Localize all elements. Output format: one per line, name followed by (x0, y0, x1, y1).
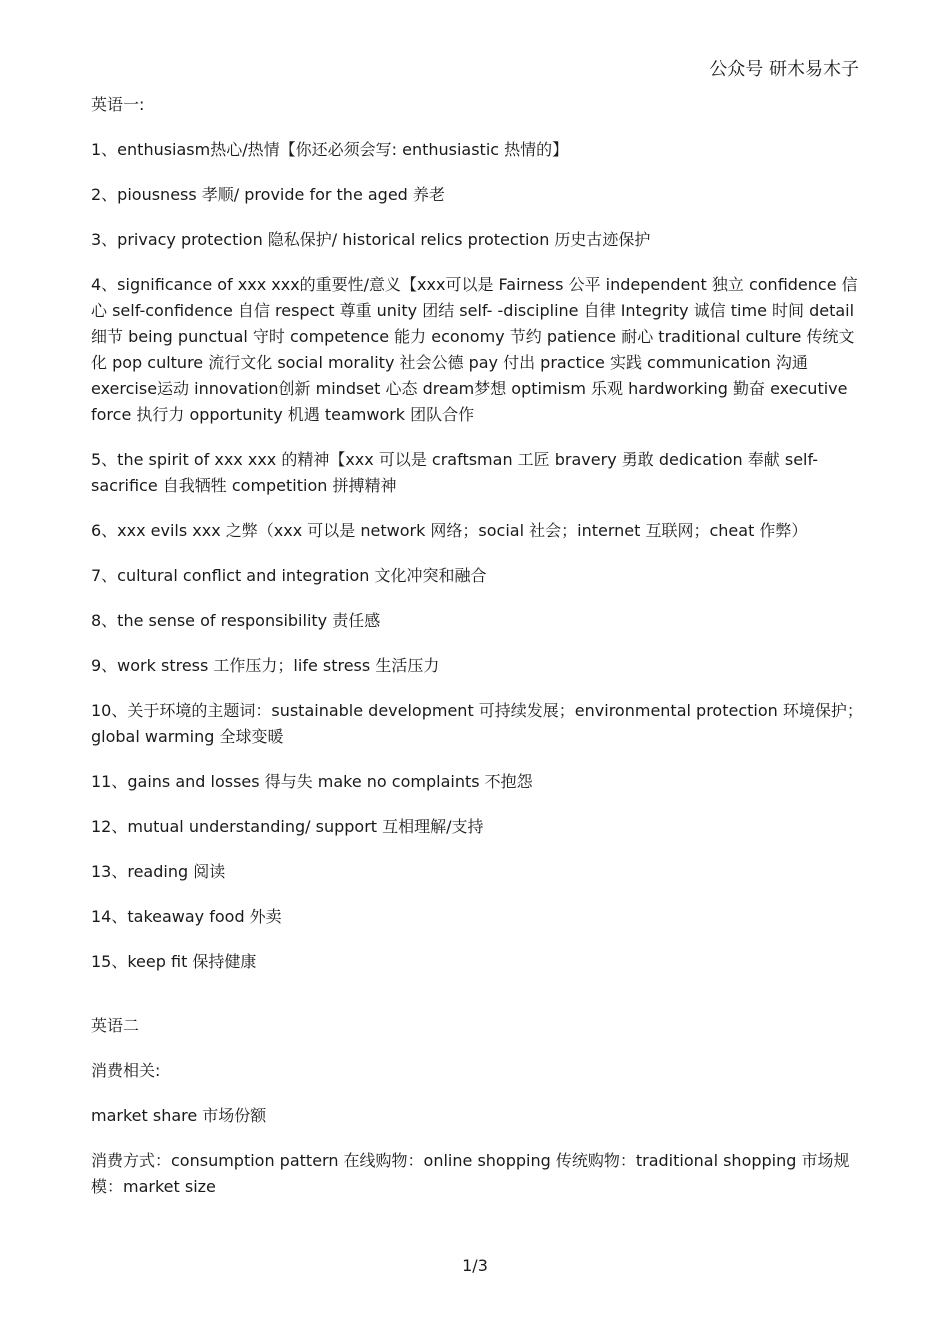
document-body (91, 92, 863, 1219)
page-number: 1/3 (462, 1256, 488, 1275)
paragraph: market share 市场份额 (91, 1106, 267, 1125)
section-title: 英语一: (91, 95, 145, 114)
list-item: 12、mutual understanding/ support 互相理解/支持 (91, 817, 484, 836)
list-item: 11、gains and losses 得与失 make no complaints 不抱怨 (91, 772, 533, 791)
section-title: 英语二 (91, 1016, 140, 1035)
list-item: 2、piousness 孝顺/ provide for the aged 养老 (91, 185, 445, 204)
paragraph: 消费方式：consumption pattern 在线购物：online shopping 传统购物：traditional shopping 市场规模：market size (91, 1151, 850, 1196)
list-item: 6、xxx evils xxx 之弊（xxx 可以是 network 网络；social 社会；internet 互联网；cheat 作弊） (91, 521, 808, 540)
list-item: 14、takeaway food 外卖 (91, 907, 282, 926)
section-subtitle: 消费相关: (91, 1061, 161, 1080)
list-item: 15、keep fit 保持健康 (91, 952, 257, 971)
list-item: 1、enthusiasm热心/热情【你还必须会写: enthusiastic 热情的】 (91, 140, 569, 159)
header-tag: 公众号 研木易木子 (709, 59, 859, 80)
list-item: 9、work stress 工作压力；life stress 生活压力 (91, 656, 440, 675)
list-item: 10、关于环境的主题词：sustainable development 可持续发展；environmental protection 环境保护；global warming 全球变暖 (91, 701, 863, 746)
list-item: 3、privacy protection 隐私保护/ historical relics protection 历史古迹保护 (91, 230, 651, 249)
list-item: 8、the sense of responsibility 责任感 (91, 611, 381, 630)
list-item: 4、significance of xxx xxx的重要性/意义【xxx可以是 Fairness 公平 independent 独立 confidence 信心 self-confidence 自信 respect 尊重 unity 团结 self- -discipline 自律 Integrity 诚信 time 时间 detail 细节 being punctual 守时 competence 能力 economy 节约 patience 耐心 traditional culture 传统文化 pop culture 流行文化 social morality 社会公德 pay 付出 practice 实践 communication 沟通 exercise运动 innovation创新 mindset 心态 dream梦想 optimism 乐观 hardworking 勤奋 executive force 执行力 opportunity 机遇 teamwork 团队合作 (91, 275, 858, 424)
list-item: 13、reading 阅读 (91, 862, 226, 881)
list-item: 7、cultural conflict and integration 文化冲突和融合 (91, 566, 487, 585)
list-item: 5、the spirit of xxx xxx 的精神【xxx 可以是 craftsman 工匠 bravery 勇敢 dedication 奉献 self-sacrifice 自我牺牲 competition 拼搏精神 (91, 450, 819, 495)
